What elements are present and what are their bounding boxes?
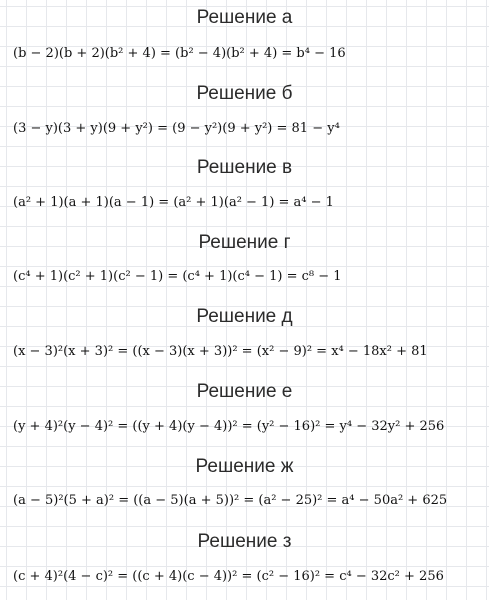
formula-zh: (a − 5)²(5 + a)² = ((a − 5)(a + 5))² = (a² − 25)² = a⁴ − 50a² + 625 <box>13 493 448 508</box>
formula-d: (x − 3)²(x + 3)² = ((x − 3)(x + 3))² = (x² − 9)² = x⁴ − 18x² + 81 <box>13 344 428 359</box>
formula-v: (a² + 1)(a + 1)(a − 1) = (a² + 1)(a² − 1) = a⁴ − 1 <box>13 195 334 210</box>
heading-a: Решение а <box>196 7 293 28</box>
formula-e: (y + 4)²(y − 4)² = ((y + 4)(y − 4))² = (y² − 16)² = y⁴ − 32y² + 256 <box>13 419 445 434</box>
heading-v: Решение в <box>196 157 293 178</box>
heading-zh: Решение ж <box>195 456 294 477</box>
formula-b: (3 − y)(3 + y)(9 + y²) = (9 − y²)(9 + y²) = 81 − y⁴ <box>13 121 340 136</box>
heading-d: Решение д <box>196 306 293 327</box>
formula-z: (c + 4)²(4 − c)² = ((c + 4)(c − 4))² = (c² − 16)² = c⁴ − 32c² + 256 <box>13 569 444 584</box>
heading-g: Решение г <box>198 232 291 253</box>
formula-a: (b − 2)(b + 2)(b² + 4) = (b² − 4)(b² + 4) = b⁴ − 16 <box>13 46 346 61</box>
heading-z: Решение з <box>197 531 292 552</box>
heading-e: Решение е <box>196 381 293 402</box>
formula-g: (c⁴ + 1)(c² + 1)(c² − 1) = (c⁴ + 1)(c⁴ − 1) = c⁸ − 1 <box>13 269 342 284</box>
heading-b: Решение б <box>196 83 293 104</box>
